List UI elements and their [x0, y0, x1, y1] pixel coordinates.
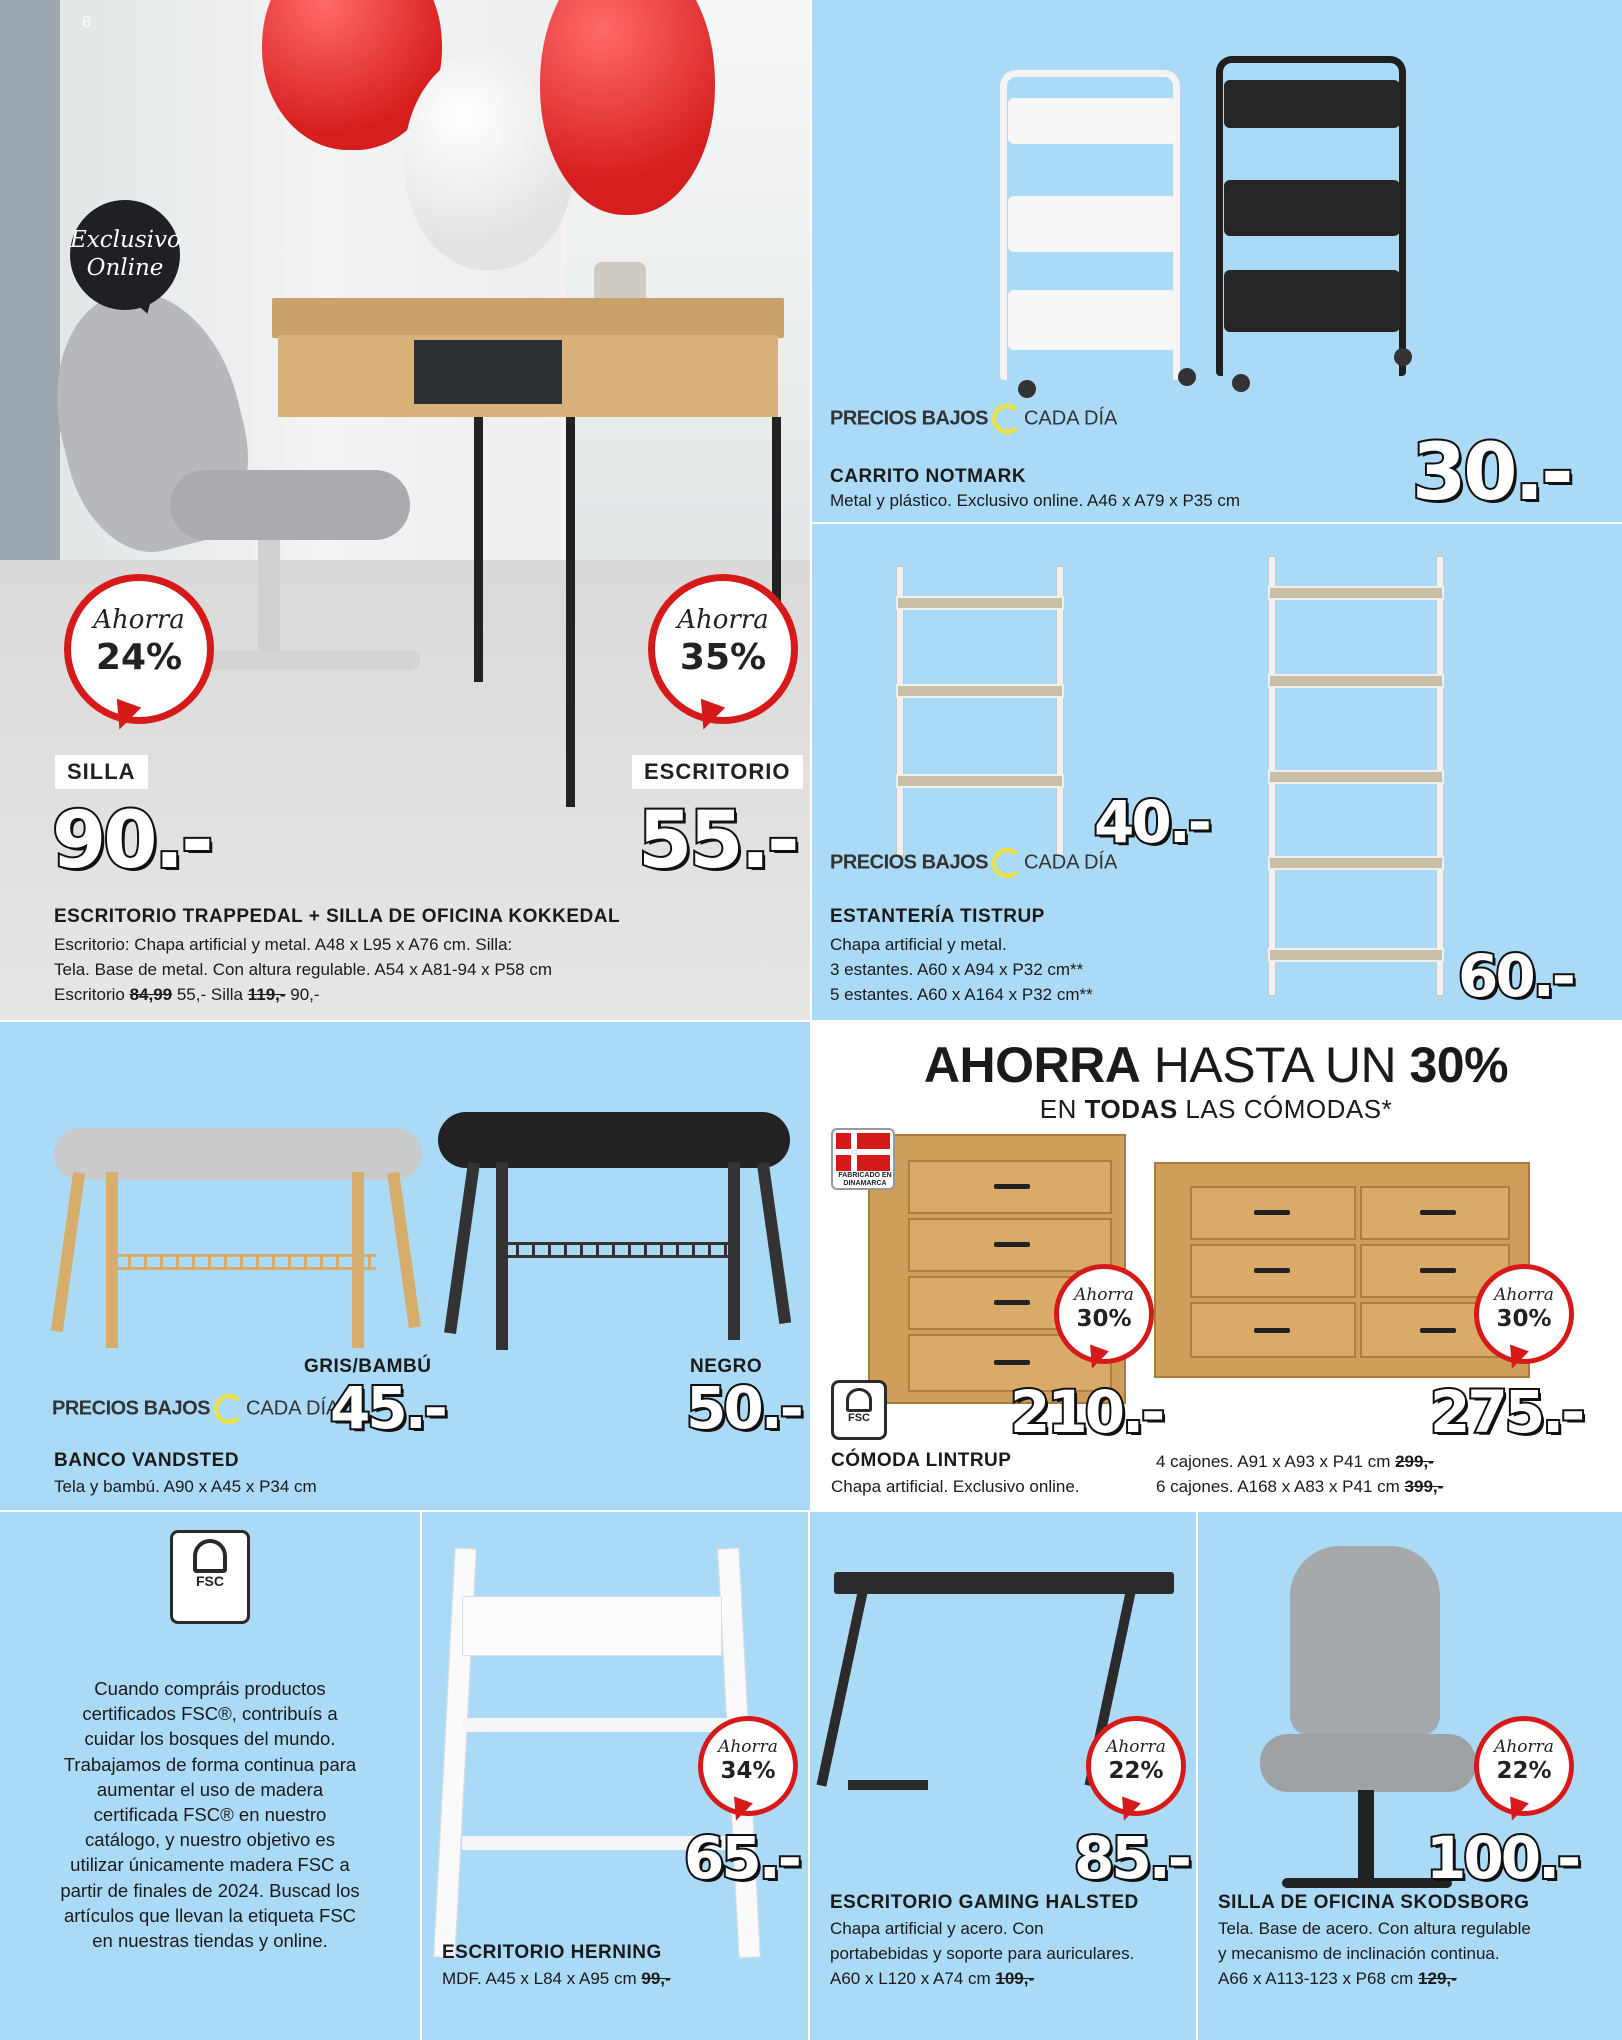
escritorio-tag: ESCRITORIO: [632, 755, 803, 789]
estanteria-desc-line1: Chapa artificial y metal.: [830, 935, 1007, 954]
hero-desc-line3: [54, 982, 320, 1007]
save-percent: 22%: [1496, 1758, 1552, 1784]
cart-tray: [1008, 196, 1176, 252]
bench-leg: [757, 1162, 791, 1324]
drawer-handle: [994, 1242, 1030, 1247]
black-bench-seat: [438, 1112, 790, 1168]
wheel: [1394, 348, 1412, 366]
old-price: 399,-: [1404, 1477, 1444, 1496]
drawer-handle: [1254, 1328, 1290, 1333]
badge-line1: Exclusivo: [70, 227, 181, 253]
gaming-desk-top-image: [834, 1572, 1174, 1594]
text: 55,- Silla: [172, 985, 248, 1004]
save-percent: 24%: [95, 637, 183, 678]
logo-text: CADA DÍA: [1023, 407, 1118, 430]
headline-bold: AHORRA: [923, 1037, 1141, 1093]
comoda2-discount-badge: [1474, 1264, 1574, 1364]
shelf-board: [1268, 586, 1444, 600]
hero-desc-line1: Escritorio: Chapa artificial y metal. A48 x L95 x A76 cm. Silla:: [54, 935, 513, 954]
save-percent: 35%: [679, 637, 767, 678]
exclusive-online-badge: [70, 200, 180, 310]
comoda1-price: 210.-: [1010, 1378, 1163, 1446]
banco-variant2-price: 50.-: [686, 1374, 801, 1442]
estanteria-price-small: 40.-: [1094, 788, 1209, 856]
chair-stem-image: [258, 540, 280, 660]
headline-mid: HASTA UN: [1140, 1037, 1410, 1093]
headline-line2: [810, 1094, 1622, 1125]
logo-arc-icon: [214, 1394, 244, 1424]
drawer-handle: [994, 1300, 1030, 1305]
escritorio-price: 55.-: [638, 796, 797, 886]
office-chair-stem-image: [1358, 1790, 1374, 1880]
skodsborg-price: 100.-: [1426, 1824, 1579, 1892]
herning-desc: [442, 1966, 671, 1991]
halsted-desc-line3: [830, 1966, 1034, 1991]
logo-text: CADA DÍA: [1023, 851, 1118, 874]
shelf-board: [1268, 674, 1444, 688]
save-percent: 30%: [1076, 1306, 1132, 1332]
halsted-desc-line1: Chapa artificial y acero. Con: [830, 1919, 1044, 1938]
cart-tray: [1224, 180, 1400, 236]
comoda1-discount-badge: [1054, 1264, 1154, 1364]
fsc-info-text: Cuando compráis productos certificados FSC®, contribuís a cuidar los bosques del mundo. Trabajamos de forma continua para aumentar el uso de madera certificada FSC® en nuestro catálogo, y nuestro objetivo es utilizar únicamente madera FSC a partir de finales de 2024. Buscad los artículos que llevan la etiqueta FSC en nuestras tiendas y online.: [60, 1678, 360, 1952]
flag-cross: [851, 1133, 857, 1171]
fsc-logo-icon: [170, 1530, 250, 1624]
drawer-handle: [1420, 1268, 1456, 1273]
comoda-spec1: [1156, 1449, 1434, 1474]
desk-shelf-image: [462, 1718, 732, 1732]
text: A66 x A113-123 x P68 cm: [1218, 1969, 1419, 1988]
herning-discount-badge: [698, 1716, 798, 1816]
silla-discount-badge: [64, 574, 214, 724]
carrito-price: 30.-: [1412, 428, 1571, 518]
cart-tray: [1224, 80, 1400, 128]
page-number: 6: [82, 14, 91, 31]
desk-foot: [848, 1780, 928, 1790]
hero-desc-line2: Tela. Base de metal. Con altura regulable. A54 x A81-94 x P58 cm: [54, 960, 553, 979]
sub-bold: TODAS: [1084, 1094, 1178, 1124]
headline-pct: 30%: [1409, 1037, 1509, 1093]
halsted-price: 85.-: [1074, 1824, 1189, 1892]
desk-top-image: [462, 1596, 722, 1656]
sub-text: EN: [1039, 1094, 1085, 1124]
estanteria-price-large: 60.-: [1458, 942, 1573, 1010]
text: 6 cajones. A168 x A83 x P41 cm: [1156, 1477, 1405, 1496]
estanteria-desc-line3: 5 estantes. A60 x A164 x P32 cm**: [830, 985, 1093, 1004]
carrito-title: CARRITO NOTMARK: [830, 466, 1027, 487]
old-price: 119,-: [247, 985, 286, 1004]
halsted-title: ESCRITORIO GAMING HALSTED: [830, 1892, 1139, 1913]
shelf-board: [896, 684, 1064, 698]
halsted-discount-badge: [1086, 1716, 1186, 1816]
denmark-flag-icon: [831, 1128, 895, 1190]
chair-seat-image: [170, 470, 410, 540]
desk-top-image: [272, 298, 784, 338]
logo-text: CADA DÍA: [245, 1397, 340, 1420]
shelf-board: [896, 596, 1064, 610]
cart-tray: [1008, 290, 1176, 350]
comoda-desc: Chapa artificial. Exclusivo online.: [831, 1477, 1080, 1496]
curtain: [0, 0, 60, 560]
herning-price: 65.-: [684, 1824, 799, 1892]
wheel: [1232, 374, 1250, 392]
drawer-handle: [1254, 1210, 1290, 1215]
bench-leg: [387, 1172, 421, 1328]
desk-leg: [566, 417, 575, 807]
text: MDF. A45 x L84 x A95 cm: [442, 1969, 642, 1988]
old-price: 299,-: [1395, 1452, 1434, 1471]
save-percent: 22%: [1108, 1758, 1164, 1784]
save-word: Ahorra: [718, 1737, 778, 1757]
precios-bajos-logo: [830, 848, 1117, 878]
shelf-board: [1268, 856, 1444, 870]
skodsborg-desc-line3: [1218, 1966, 1457, 1991]
shelf-board: [896, 774, 1064, 788]
shelf-board: [1268, 948, 1444, 962]
carrito-panel: [812, 0, 1622, 522]
banco-variant1-price: 45.-: [330, 1374, 445, 1442]
office-chair-seat-image: [1260, 1734, 1476, 1792]
shelf-board: [1268, 770, 1444, 784]
skodsborg-desc-line1: Tela. Base de acero. Con altura regulable: [1218, 1919, 1531, 1938]
carrito-desc: Metal y plástico. Exclusivo online. A46 x A79 x P35 cm: [830, 491, 1241, 510]
tree-icon: [846, 1388, 872, 1412]
precios-bajos-logo: [52, 1394, 339, 1424]
silla-price: 90.-: [52, 796, 211, 886]
fsc-label: FSC: [848, 1412, 870, 1424]
drawer-handle: [994, 1184, 1030, 1189]
cart-tray: [1224, 270, 1400, 332]
fsc-logo-icon: [831, 1380, 887, 1440]
bench-rack: [500, 1242, 736, 1258]
save-percent: 34%: [720, 1758, 776, 1784]
drawer-handle: [994, 1360, 1030, 1365]
old-price: 129,-: [1418, 1969, 1457, 1988]
banco-variant2-label: NEGRO: [690, 1356, 763, 1377]
comoda-headline: [810, 1036, 1622, 1125]
text: Escritorio: [54, 985, 130, 1004]
old-price: 99,-: [641, 1969, 671, 1988]
precios-bajos-logo: [830, 404, 1117, 434]
badge-line2: Online: [86, 255, 164, 281]
banco-panel: [0, 1022, 810, 1510]
banco-desc: Tela y bambú. A90 x A45 x P34 cm: [54, 1477, 317, 1496]
escritorio-discount-badge: [648, 574, 798, 724]
logo-text: PRECIOS BAJOS: [830, 851, 988, 874]
desk-leg: [817, 1589, 868, 1787]
comoda-spec2: [1156, 1474, 1443, 1499]
bench-leg: [444, 1162, 480, 1334]
hero-product-title: ESCRITORIO TRAPPEDAL + SILLA DE OFICINA KOKKEDAL: [54, 906, 621, 927]
save-word: Ahorra: [93, 605, 185, 635]
sub-text: LAS CÓMODAS*: [1177, 1094, 1393, 1124]
logo-text: PRECIOS BAJOS: [830, 407, 988, 430]
logo-text: PRECIOS BAJOS: [52, 1397, 210, 1420]
save-percent: 30%: [1496, 1306, 1552, 1332]
banco-variant1-label: GRIS/BAMBÚ: [304, 1356, 432, 1377]
save-word: Ahorra: [1494, 1285, 1554, 1305]
office-chair-back-image: [1290, 1546, 1440, 1736]
wheel: [1018, 380, 1036, 398]
text: 90,-: [285, 985, 320, 1004]
tree-icon: [193, 1539, 227, 1573]
drawer-handle: [1420, 1210, 1456, 1215]
flag-caption: FABRICADO EN DINAMARCA: [838, 1172, 892, 1187]
headline-line1: [810, 1036, 1622, 1094]
logo-arc-icon: [992, 848, 1022, 878]
bench-leg: [51, 1172, 85, 1332]
save-word: Ahorra: [1494, 1737, 1554, 1757]
fsc-label: FSC: [196, 1573, 224, 1589]
herning-title: ESCRITORIO HERNING: [442, 1942, 662, 1963]
bench-rack: [112, 1254, 376, 1270]
desk-drawer-image: [414, 340, 562, 404]
save-word: Ahorra: [1074, 1285, 1134, 1305]
estanteria-title: ESTANTERÍA TISTRUP: [830, 906, 1045, 927]
halsted-desc-line2: portabebidas y soporte para auriculares.: [830, 1944, 1135, 1963]
text: A60 x L120 x A74 cm: [830, 1969, 996, 1988]
wheel: [1178, 368, 1196, 386]
skodsborg-title: SILLA DE OFICINA SKODSBORG: [1218, 1892, 1530, 1913]
logo-arc-icon: [992, 404, 1022, 434]
desk-leg: [474, 417, 483, 682]
estanteria-panel: [812, 524, 1622, 1020]
hero-panel: [0, 0, 810, 1020]
silla-tag: SILLA: [55, 755, 148, 789]
banco-title: BANCO VANDSTED: [54, 1450, 240, 1471]
save-word: Ahorra: [1106, 1737, 1166, 1757]
old-price: 109,-: [995, 1969, 1035, 1988]
drawer-handle: [1420, 1328, 1456, 1333]
skodsborg-discount-badge: [1474, 1716, 1574, 1816]
cart-tray: [1008, 98, 1176, 144]
save-word: Ahorra: [677, 605, 769, 635]
flag-cross: [836, 1149, 890, 1155]
skodsborg-desc-line2: y mecanismo de inclinación continua.: [1218, 1944, 1500, 1963]
drawer-handle: [1254, 1268, 1290, 1273]
old-price: 84,99: [129, 985, 173, 1004]
comoda-title: CÓMODA LINTRUP: [831, 1450, 1012, 1471]
comoda2-price: 275.-: [1430, 1378, 1583, 1446]
estanteria-desc-line2: 3 estantes. A60 x A94 x P32 cm**: [830, 960, 1084, 979]
text: 4 cajones. A91 x A93 x P41 cm: [1156, 1452, 1396, 1471]
